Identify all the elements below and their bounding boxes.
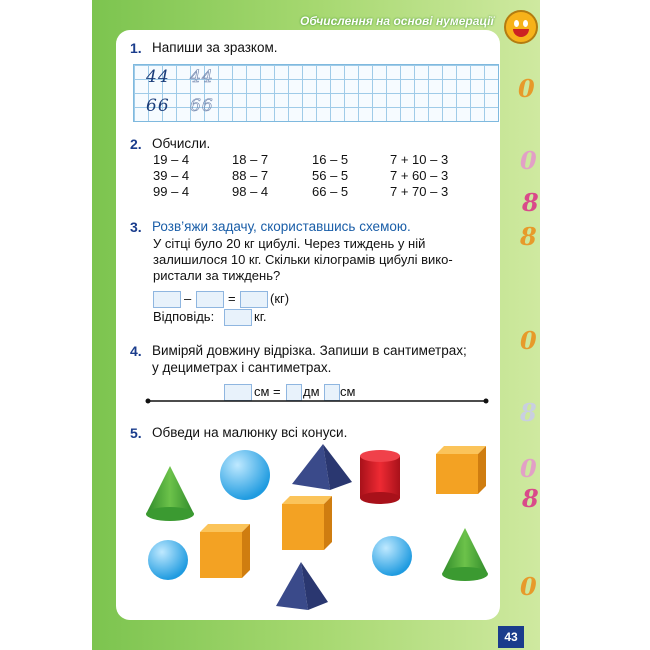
blue-sphere[interactable] <box>372 536 412 576</box>
sample-66: 66 <box>146 96 170 116</box>
smiley-icon <box>504 10 538 44</box>
pyramid[interactable] <box>276 562 328 610</box>
task5-title: Обведи на малюнку всі конуси. <box>152 425 348 440</box>
task4-number: 4. <box>130 343 142 359</box>
answer-unit: кг. <box>254 309 267 324</box>
expression: 98 – 4 <box>232 184 269 199</box>
task3-number: 3. <box>130 219 142 235</box>
orange-cube[interactable] <box>436 446 486 494</box>
task4-text-line: у дециметрах і сантиметрах. <box>152 360 332 375</box>
sample-44: 44 <box>146 67 170 87</box>
expression: 7 + 70 – 3 <box>390 184 449 199</box>
writing-grid[interactable] <box>133 64 499 122</box>
task2-title: Обчисли. <box>152 136 211 151</box>
right-margin <box>518 0 650 650</box>
page-header: Обчислення на основі нумерації <box>300 14 494 28</box>
expression: 99 – 4 <box>153 184 190 199</box>
blue-sphere[interactable] <box>148 540 188 580</box>
expression: 56 – 5 <box>312 168 349 183</box>
shapes-picture <box>120 440 500 615</box>
task3-text-line: У сітці було 20 кг цибулі. Через тиждень у ній <box>153 236 426 251</box>
expression: 88 – 7 <box>232 168 269 183</box>
decor-digit: 8 <box>520 222 537 251</box>
task3-text-line: залишилося 10 кг. Скільки кілограмів цибулі вико- <box>153 252 453 267</box>
task3-title: Розв’яжи задачу, скориставшись схемою. <box>152 219 411 234</box>
decor-digit: 0 <box>520 146 537 175</box>
segment <box>140 396 494 406</box>
task1-title: Напиши за зразком. <box>152 40 278 55</box>
answer-box[interactable] <box>240 291 268 308</box>
unit-label: (кг) <box>270 291 290 306</box>
expression: 66 – 5 <box>312 184 349 199</box>
dm-label: дм <box>303 384 320 399</box>
answer-label: Відповідь: <box>153 309 215 324</box>
pyramid[interactable] <box>292 444 352 490</box>
decor-digit: 0 <box>520 572 537 601</box>
task5-number: 5. <box>130 425 142 441</box>
green-cone[interactable] <box>146 466 194 521</box>
decor-digit: 8 <box>520 398 537 427</box>
trace-44: 44 <box>190 67 214 87</box>
minus-sign: – <box>184 291 192 306</box>
decor-digit: 8 <box>522 188 539 217</box>
trace-66: 66 <box>190 96 214 116</box>
expression: 7 + 60 – 3 <box>390 168 449 183</box>
answer-box[interactable] <box>196 291 224 308</box>
left-margin <box>0 0 92 650</box>
expression: 16 – 5 <box>312 152 349 167</box>
decor-digit: 8 <box>522 484 539 513</box>
expression: 18 – 7 <box>232 152 269 167</box>
cm-label: см = <box>254 384 281 399</box>
decor-digit: 0 <box>520 326 537 355</box>
page-number: 43 <box>498 626 524 648</box>
equals-sign: = <box>228 291 236 306</box>
red-cylinder[interactable] <box>360 450 400 504</box>
decor-digit: 0 <box>518 74 535 103</box>
orange-cube[interactable] <box>200 524 250 578</box>
green-cone[interactable] <box>442 528 488 581</box>
task3-text-line: ристали за тиждень? <box>153 268 281 283</box>
expression: 7 + 10 – 3 <box>390 152 449 167</box>
blue-sphere[interactable] <box>220 450 270 500</box>
expression: 39 – 4 <box>153 168 190 183</box>
orange-cube[interactable] <box>282 496 332 550</box>
task4-text-line: Виміряй довжину відрізка. Запиши в сантиметрах; <box>152 343 467 358</box>
cm-label: см <box>340 384 356 399</box>
expression: 19 – 4 <box>153 152 190 167</box>
answer-box[interactable] <box>224 309 252 326</box>
decor-digit: 0 <box>520 454 537 483</box>
task1-number: 1. <box>130 40 142 56</box>
answer-box[interactable] <box>153 291 181 308</box>
task2-number: 2. <box>130 136 142 152</box>
